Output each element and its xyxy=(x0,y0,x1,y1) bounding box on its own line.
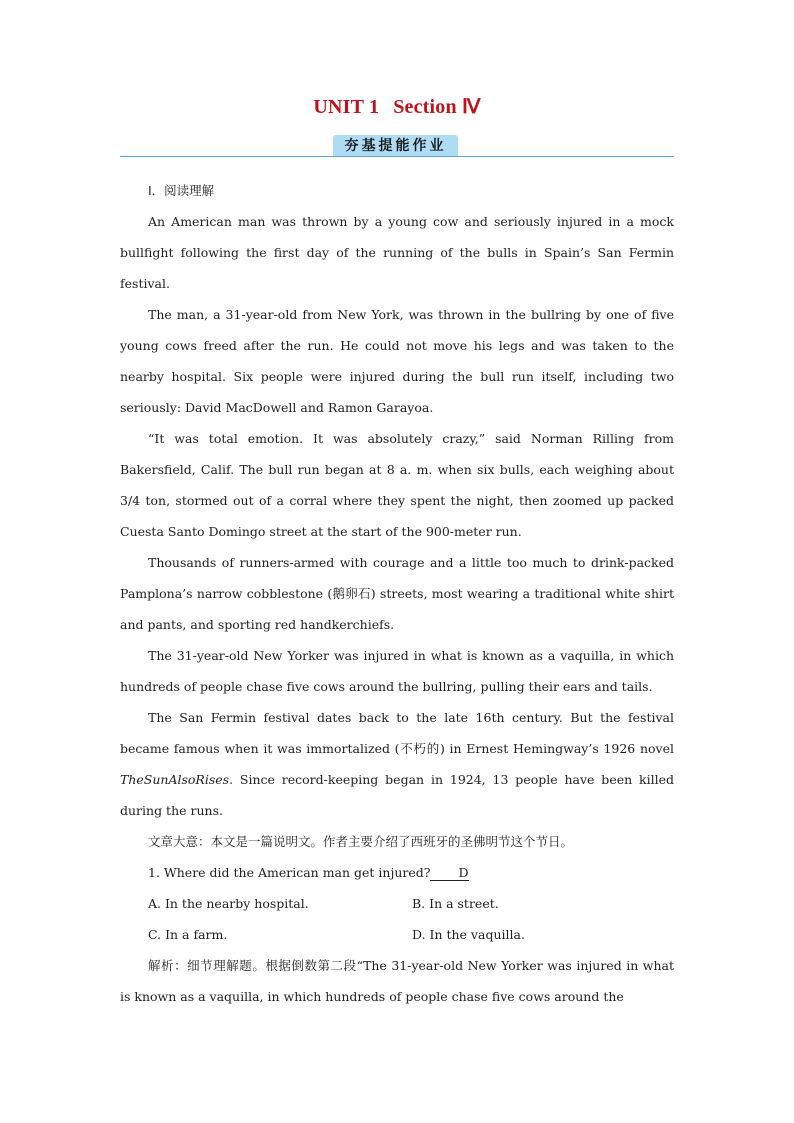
question-1-stem: 1. Where did the American man get injured? xyxy=(148,865,431,880)
page-title xyxy=(0,94,794,119)
option-d: D. In the vaquilla. xyxy=(412,927,525,942)
paragraph-1: An American man was thrown by a young cow and seriously injured in a mock bullfight following the first day of the running of the bulls in Spain’s San Fermin festival. xyxy=(120,214,674,291)
options-row-2 xyxy=(120,919,674,950)
header-divider xyxy=(120,156,674,157)
novel-title: TheSunAlsoRises xyxy=(120,772,230,787)
question-1-answer: D xyxy=(430,866,468,881)
option-c: C. In a farm. xyxy=(148,927,228,942)
paragraph-3: “It was total emotion. It was absolutely crazy,” said Norman Rilling from Bakersfield, Calif. The bull run began at 8 a. m. when six bulls, each weighing about 3/4 ton, stormed out of a corral where they spent the night, then zoomed up packed Cuesta Santo Domingo street at the start of the 900-meter run. xyxy=(120,431,674,539)
question-1 xyxy=(120,857,674,888)
document-body xyxy=(120,175,674,1012)
option-b: B. In a street. xyxy=(412,896,499,911)
option-a: A. In the nearby hospital. xyxy=(148,896,309,911)
paragraph-5: The 31-year-old New Yorker was injured in what is known as a vaquilla, in which hundreds of people chase five cows around the bullring, pulling their ears and tails. xyxy=(120,648,674,694)
analysis-text: 解析：细节理解题。根据倒数第二段“The 31-year-old New Yorker was injured in what is known as a vaquilla, in which hundreds of people chase five cows around the xyxy=(120,958,674,1004)
paragraph-4: Thousands of runners-armed with courage and a little too much to drink-packed Pamplona’s narrow cobblestone (鹅卵石) streets, most wearing a traditional white shirt and pants, and sporting red handkerchiefs. xyxy=(120,555,674,632)
paragraph-6-part-b: . Since record-keeping began in 1924, 13 people have been killed during the runs. xyxy=(120,772,674,818)
paragraph-2: The man, a 31-year-old from New York, was thrown in the bullring by one of five young cows freed after the run. He could not move his legs and was taken to the nearby hospital. Six people were injured during the bull run itself, including two seriously: David MacDowell and Ramon Garayoa. xyxy=(120,307,674,415)
article-summary: 文章大意：本文是一篇说明文。作者主要介绍了西班牙的圣佛明节这个节日。 xyxy=(148,834,574,849)
title-section: Section Ⅳ xyxy=(393,96,481,118)
paragraph-6 xyxy=(120,702,674,826)
homework-badge: 夯基提能作业 xyxy=(333,135,458,157)
title-unit: UNIT 1 xyxy=(313,96,380,118)
options-row-1 xyxy=(120,888,674,919)
paragraph-6-part-a: The San Fermin festival dates back to the late 16th century. But the festival became famous when it was immortalized (不朽的) in Ernest Hemingway’s 1926 novel xyxy=(120,710,674,756)
section-heading: Ⅰ．阅读理解 xyxy=(148,183,215,198)
